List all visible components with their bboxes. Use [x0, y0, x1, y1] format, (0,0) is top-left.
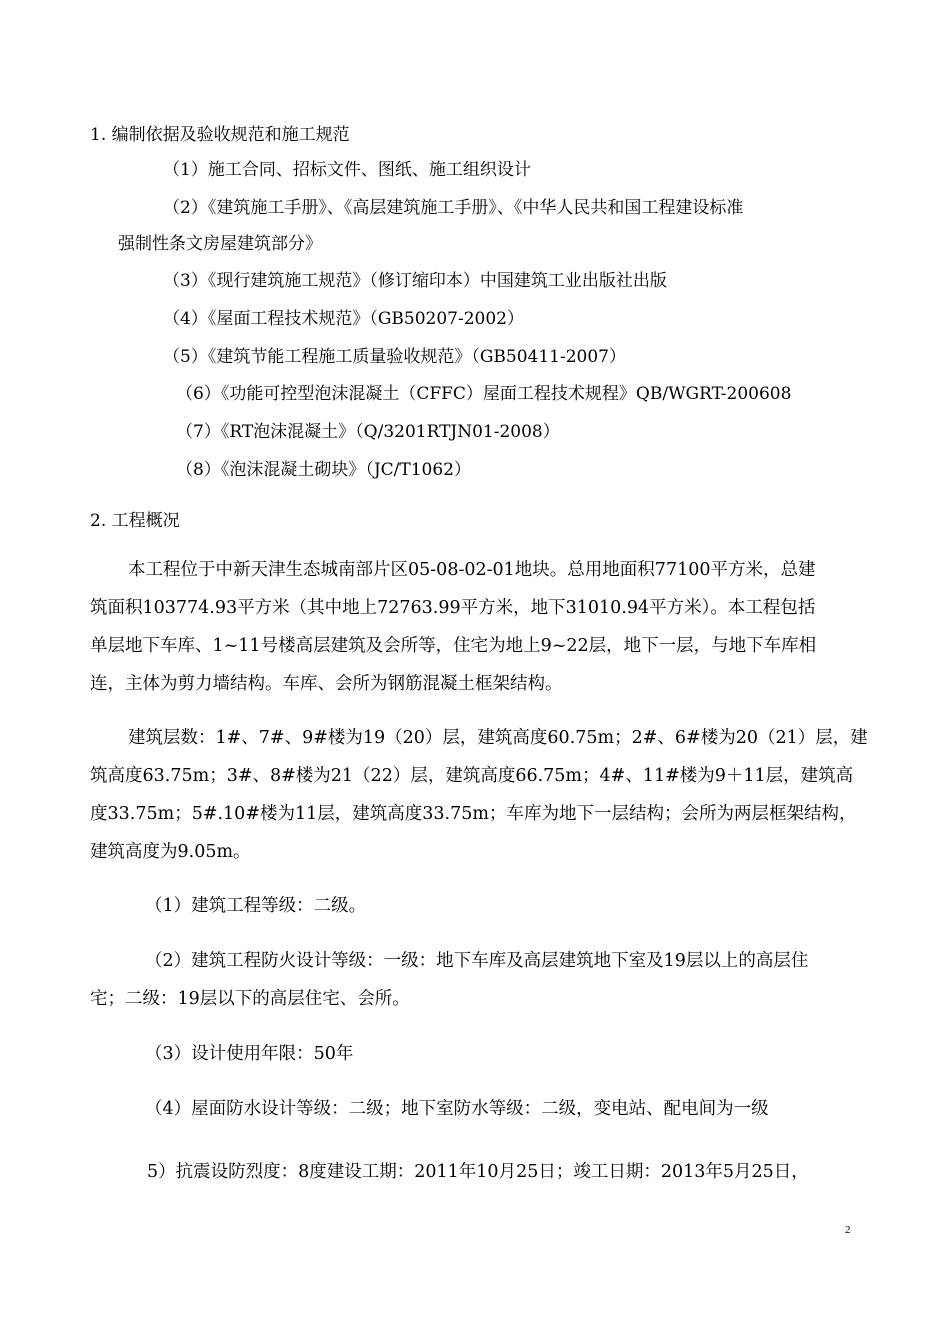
- section2-heading: 2. 工程概况: [90, 511, 180, 531]
- section1-heading: 1. 编制依据及验收规范和施工规范: [90, 125, 350, 145]
- section1-item-2: （2）《建筑施工手册》、《高层建筑施工手册》、《中华人民共和国工程建设标准: [163, 198, 744, 218]
- section1-item-4: （4）《屋面工程技术规范》（GB50207-2002）: [163, 309, 524, 329]
- section1-item-7: （7）《RT泡沫混凝土》（Q/3201RTJN01-2008）: [176, 422, 560, 442]
- section1-item-8: （8）《泡沫混凝土砌块》（JC/T1062）: [176, 460, 471, 480]
- overview-para2-line1: 建筑层数：1#、7#、9#楼为19（20）层，建筑高度60.75m；2#、6#楼为20（21）层，建: [128, 728, 868, 748]
- section1-item-5: （5）《建筑节能工程施工质量验收规范》（GB50411-2007）: [163, 347, 626, 367]
- page-number: 2: [845, 1224, 851, 1236]
- section1-item-6: （6）《功能可控型泡沫混凝土（CFFC）屋面工程技术规程》QB/WGRT-200608: [176, 384, 792, 404]
- overview-para1-line4: 连，主体为剪力墙结构。车库、会所为钢筋混凝土框架结构。: [90, 674, 563, 694]
- overview-para2-line3: 度33.75m；5#.10#楼为11层，建筑高度33.75m；车库为地下一层结构；会所为两层框架结构，: [90, 804, 857, 824]
- section1-item-2-cont: 强制性条文房屋建筑部分》: [118, 234, 322, 254]
- overview-para1-line3: 单层地下车库、1~11号楼高层建筑及会所等，住宅为地上9~22层，地下一层，与地下车库相: [90, 636, 817, 656]
- grade-1: （1）建筑工程等级：二级。: [145, 896, 367, 916]
- grade-2-line1: （2）建筑工程防火设计等级：一级：地下车库及高层建筑地下室及19层以上的高层住: [145, 951, 809, 971]
- grade-4: （4）屋面防水设计等级：二级；地下室防水等级：二级，变电站、配电间为一级: [145, 1099, 769, 1119]
- overview-para2-line4: 建筑高度为9.05m。: [90, 842, 251, 862]
- overview-para1-line2: 筑面积103774.93平方米（其中地上72763.99平方米，地下31010.94平方米）。本工程包括: [90, 598, 816, 618]
- grade-2-line2: 宅；二级：19层以下的高层住宅、会所。: [90, 989, 410, 1009]
- overview-para1-line1: 本工程位于中新天津生态城南部片区05-08-02-01地块。总用地面积77100平方米，总建: [128, 560, 816, 580]
- section1-item-3: （3）《现行建筑施工规范》（修订缩印本）中国建筑工业出版社出版: [163, 271, 667, 291]
- grade-5: 5）抗震设防烈度：8度建设工期：2011年10月25日；竣工日期：2013年5月25日，: [147, 1162, 809, 1182]
- overview-para2-line2: 筑高度63.75m；3#、8#楼为21（22）层，建筑高度66.75m；4#、11#楼为9＋11层，建筑高: [90, 766, 854, 786]
- grade-3: （3）设计使用年限：50年: [145, 1044, 354, 1064]
- section1-item-1: （1）施工合同、招标文件、图纸、施工组织设计: [163, 160, 531, 180]
